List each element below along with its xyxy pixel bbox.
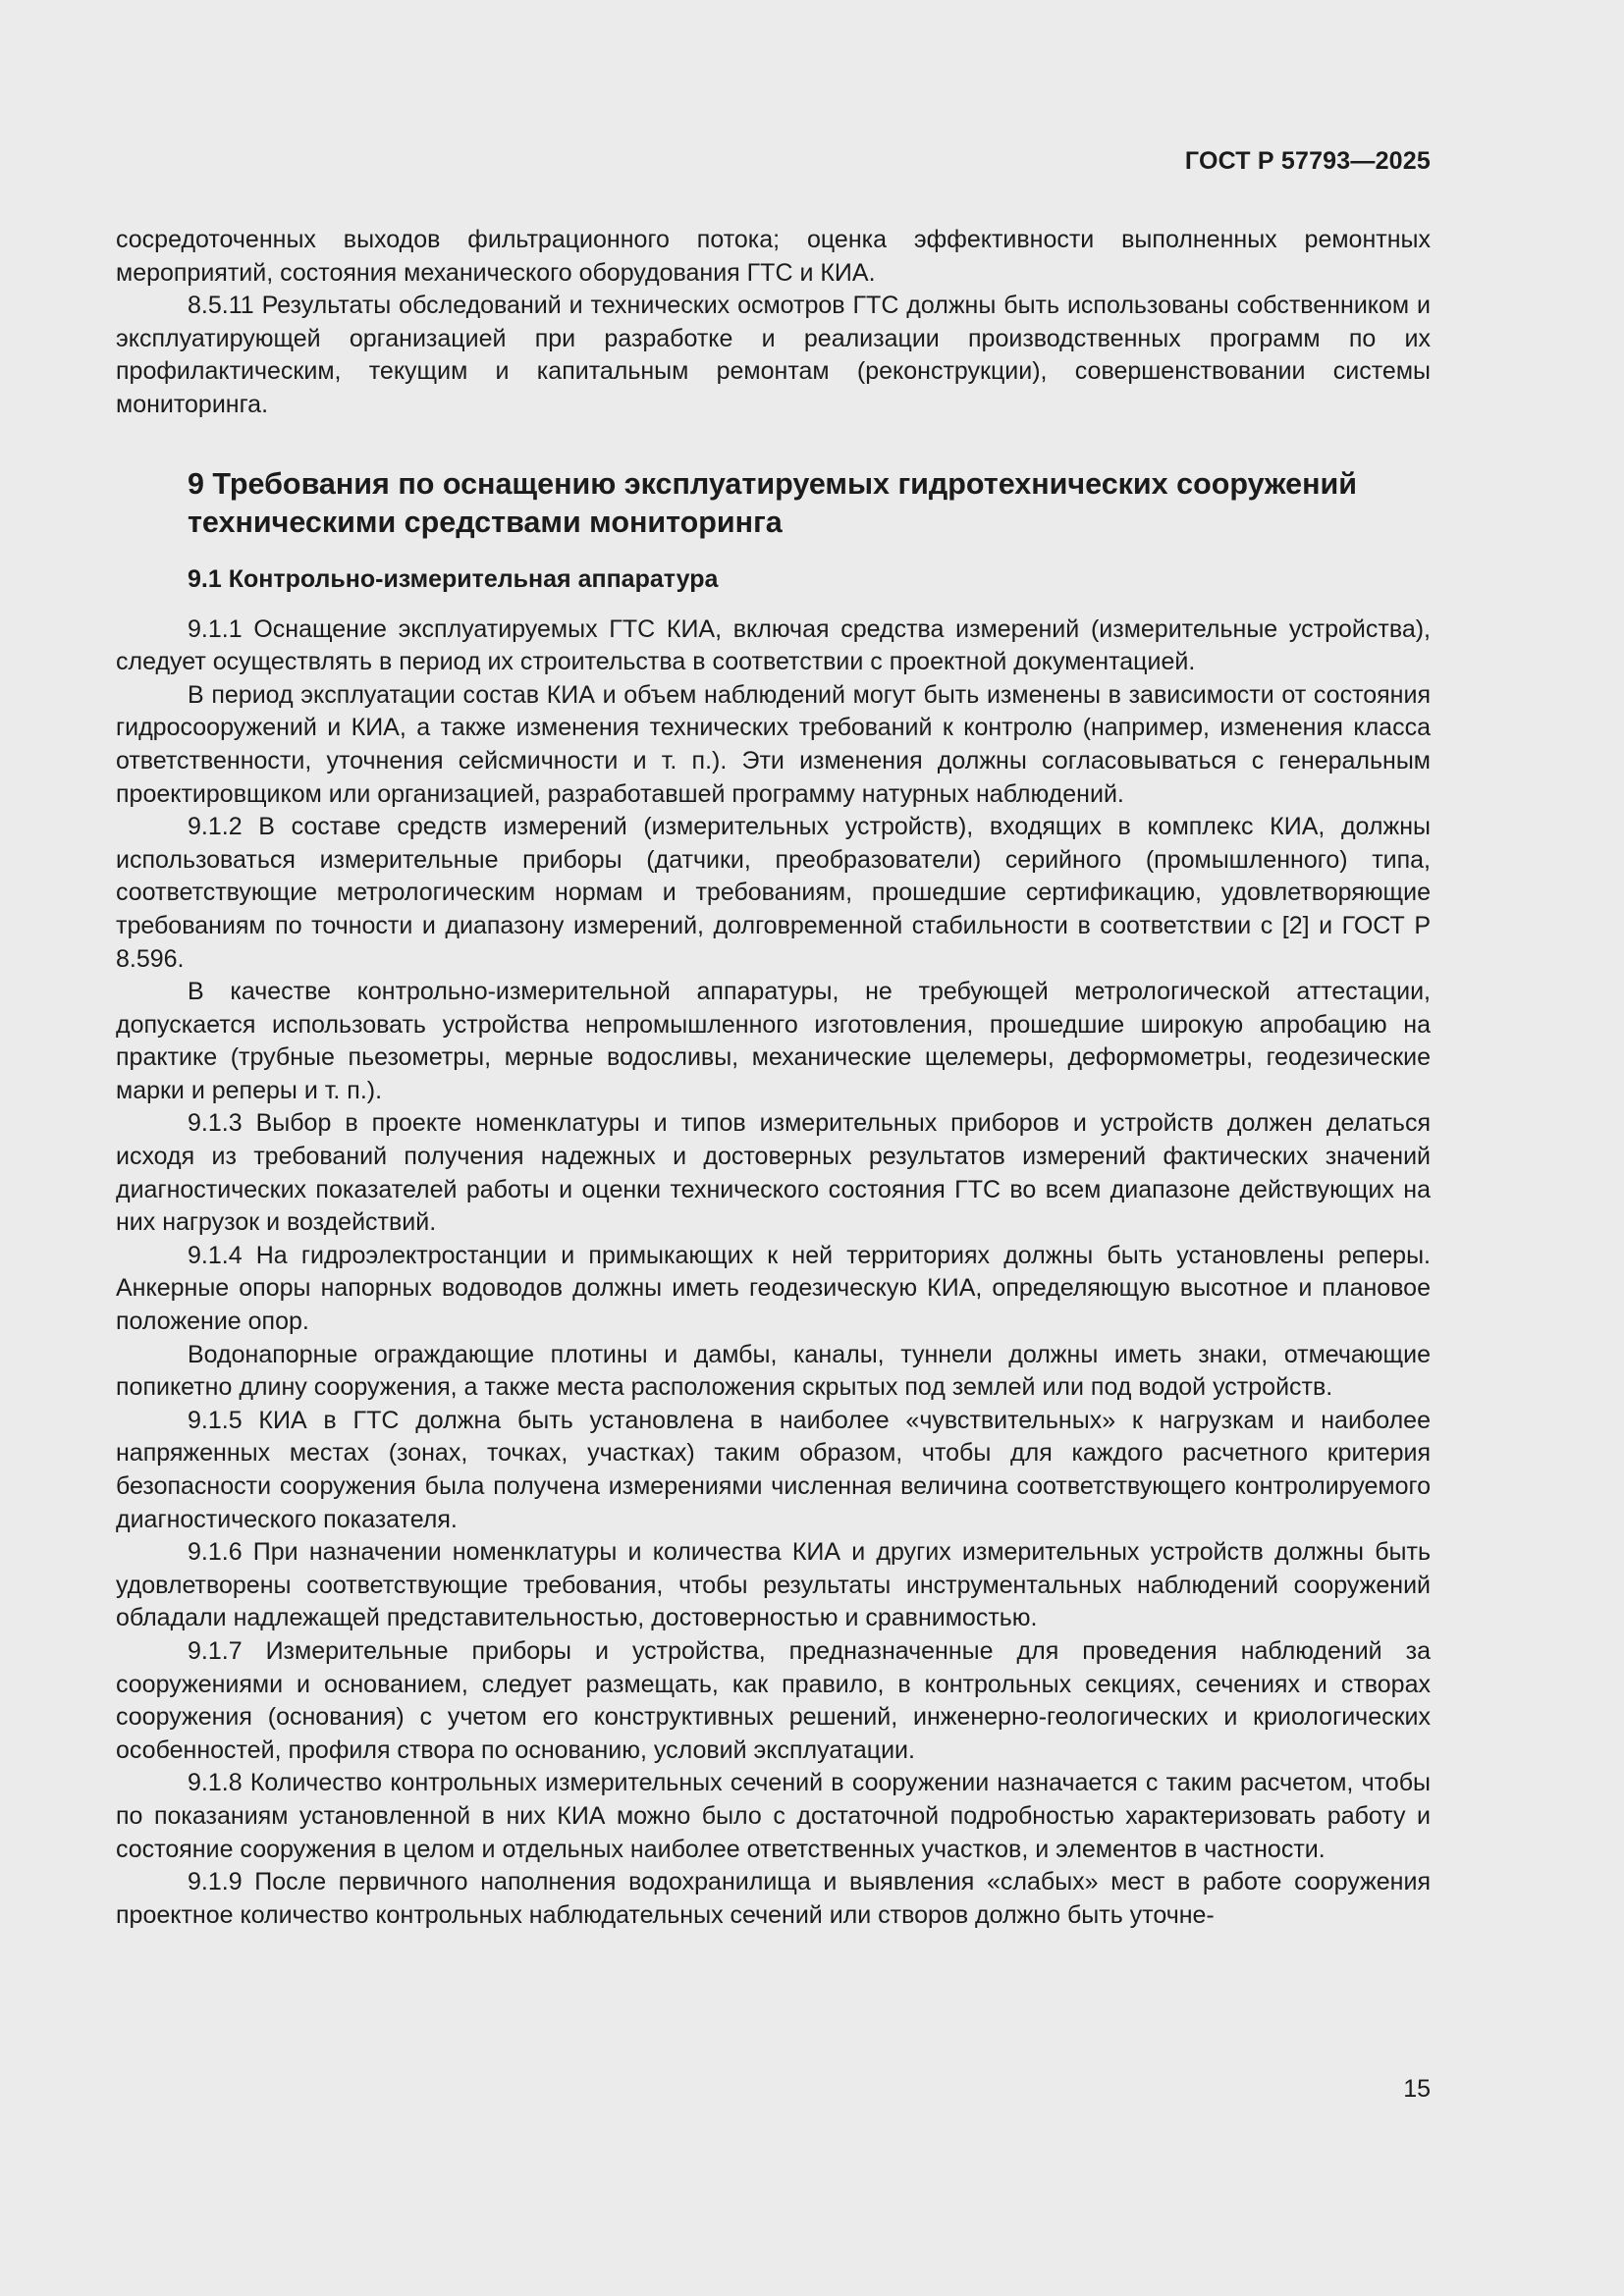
- paragraph-8-5-11: 8.5.11 Результаты обследований и технических осмотров ГТС должны быть использованы собственником и эксплуатирующей организацией при разработке и реализации производственных программ по их профилактическим, текущим и капитальным ремонтам (реконструкции), совершенствовании системы мониторинга.: [116, 292, 1431, 418]
- paragraph-9-1-4-b: Водонапорные ограждающие плотины и дамбы, каналы, туннели должны иметь знаки, отмечающие попикетно длину сооружения, а также места расположения скрытых под землей или под водой устройств.: [116, 1340, 1431, 1402]
- subsection-9-1-title: 9.1 Контрольно-измерительная аппаратура: [188, 564, 719, 593]
- paragraph-9-1-1-b: В период эксплуатации состав КИА и объем наблюдений могут быть изменены в зависимости от состояния гидросооружений и КИА, а также изменения технических требований к контролю (например, изменения класса ответственности, уточнения сейсмичности и т. п.). Эти изменения должны согласовываться с генеральным проектировщиком или организацией, разработавшей программу натурных наблюдений.: [116, 680, 1431, 808]
- paragraph-9-1-7: 9.1.7 Измерительные приборы и устройства, предназначенные для проведения наблюдений за сооружениями и основанием, следует размещать, как правило, в контрольных секциях, сечениях и створах сооружения (основания) с учетом его конструктивных решений, инженерно-геологических и криологических особенностей, профиля створа по основанию, условий эксплуатации.: [116, 1636, 1431, 1764]
- paragraph-9-1-2: 9.1.2 В составе средств измерений (измерительных устройств), входящих в комплекс КИА, должны использоваться измерительные приборы (датчики, преобразователи) серийного (промышленного) типа, соответствующие метрологическим нормам и требованиям, прошедшие сертификацию, удовлетворяющие требованиям по точности и диапазону измерений, долговременной стабильности в соответствии с [2] и ГОСТ Р 8.596.: [116, 813, 1431, 973]
- document-body: [116, 224, 1431, 1932]
- paragraph-9-1-4: 9.1.4 На гидроэлектростанции и примыкающих к ней территориях должны быть установлены реперы. Анкерные опоры напорных водоводов должны иметь геодезическую КИА, определяющую высотное и плановое положение опор.: [116, 1241, 1431, 1336]
- section-9-title: 9 Требования по оснащению эксплуатируемых гидротехнических сооружений техническими средствами мониторинга: [188, 466, 1358, 539]
- paragraph-continuation: сосредоточенных выходов фильтрационного потока; оценка эффективности выполненных ремонтных мероприятий, состояния механического оборудования ГТС и КИА.: [116, 226, 1431, 287]
- paragraph-9-1-2-b: В качестве контрольно-измерительной аппаратуры, не требующей метрологической аттестации, допускается использовать устройства непромышленного изготовления, прошедшие широкую апробацию на практике (трубные пьезометры, мерные водосливы, механические щелемеры, деформометры, геодезические марки и реперы и т. п.).: [116, 978, 1431, 1104]
- page-number: 15: [1403, 2075, 1431, 2103]
- paragraph-9-1-6: 9.1.6 При назначении номенклатуры и количества КИА и других измерительных устройств должны быть удовлетворены соответствующие требования, чтобы результаты инструментальных наблюдений сооружений обладали надлежащей представительностью, достоверностью и сравнимостью.: [116, 1538, 1431, 1632]
- paragraph-9-1-8: 9.1.8 Количество контрольных измерительных сечений в сооружении назначается с таким расчетом, чтобы по показаниям установленной в них КИА можно было с достаточной подробностью характеризовать работу и состояние сооружения в целом и отдельных наиболее ответственных участков, и элементов в частности.: [116, 1769, 1431, 1863]
- paragraph-9-1-3: 9.1.3 Выбор в проекте номенклатуры и типов измерительных приборов и устройств должен делаться исходя из требований получения надежных и достоверных результатов измерений фактических значений диагностических показателей работы и оценки технического состояния ГТС во всем диапазоне действующих на них нагрузок и воздействий.: [116, 1109, 1431, 1237]
- document-code-header: ГОСТ Р 57793—2025: [1184, 147, 1431, 175]
- paragraph-9-1-9: 9.1.9 После первичного наполнения водохранилища и выявления «слабых» мест в работе сооружения проектное количество контрольных наблюдательных сечений или створов должно быть уточне-: [116, 1868, 1431, 1929]
- paragraph-9-1-1: 9.1.1 Оснащение эксплуатируемых ГТС КИА, включая средства измерений (измерительные устройства), следует осуществлять в период их строительства в соответствии с проектной документацией.: [116, 614, 1431, 676]
- paragraph-9-1-5: 9.1.5 КИА в ГТС должна быть установлена в наиболее «чувствительных» к нагрузкам и наиболее напряженных местах (зонах, точках, участках) таким образом, чтобы для каждого расчетного критерия безопасности сооружения была получена измерениями численная величина соответствующего контролируемого диагностического показателя.: [116, 1406, 1431, 1533]
